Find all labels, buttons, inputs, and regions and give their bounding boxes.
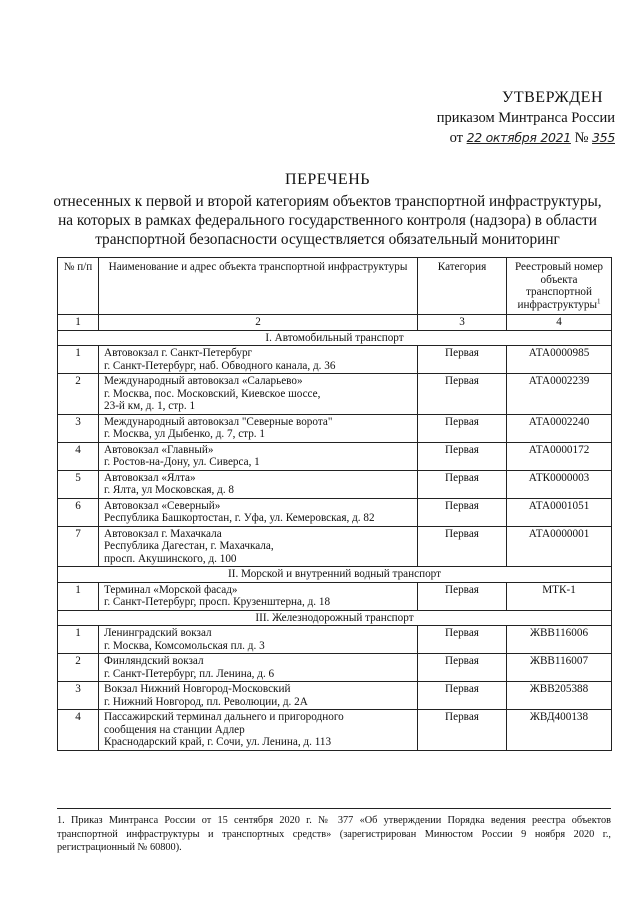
object-cell [99,470,418,498]
table-row [58,498,612,526]
footnote-marker: 1. [57,815,65,826]
object-registry-number: АТК0000003 [507,470,612,498]
object-category: Первая [418,710,507,751]
table-row [58,626,612,654]
table-row [58,582,612,610]
object-name: Международный автовокзал «Саларьево» [104,375,303,387]
object-registry-number: АТА0000985 [507,346,612,374]
document-subtitle-line-3: транспортной безопасности осуществляется обязательный мониторинг [95,231,560,248]
object-cell [99,374,418,415]
object-cell [99,654,418,682]
section-title: II. Морской и внутренний водный транспорт [58,567,612,583]
row-number: 2 [58,654,99,682]
row-number: 1 [58,582,99,610]
table-body [58,330,612,750]
approval-by: приказом Минтранса России [436,110,615,126]
object-address-line: г. Ялта, ул Московская, д. 8 [104,484,235,496]
object-name: Финляндский вокзал [104,655,204,667]
row-number: 3 [58,414,99,442]
footnote-text: Приказ Минтранса России от 15 сентября 2020 г. № 377 «Об утверждении Порядка ведения реестра объектов транспортной инфраструктуры и транспортных средств» (зарегистрирован Минюстом России 9 ноября 2020 г., регистрационный № 60800). [57,815,611,853]
column-number: 3 [418,315,507,331]
object-category: Первая [418,374,507,415]
object-address-line: г. Санкт-Петербург, пл. Ленина, д. 6 [104,667,275,680]
object-cell [99,346,418,374]
object-name: Вокзал Нижний Новгород-Московский [104,683,291,695]
object-address-line: г. Москва, пос. Московский, Киевское шоссе, [104,387,321,400]
object-registry-number: МТК-1 [507,582,612,610]
column-number: 2 [99,315,418,331]
document-heading [40,170,615,249]
row-number: 7 [58,526,99,567]
object-address-line: г. Москва, Комсомольская пл. д. 3 [104,639,265,652]
objects-table [57,257,612,751]
object-cell [99,498,418,526]
object-address-line: Краснодарский край, г. Сочи, ул. Ленина, д. 113 [104,736,332,748]
object-name: Автовокзал г. Санкт-Петербург [104,347,253,359]
object-name: Терминал «Морской фасад» [104,583,238,596]
object-registry-number: ЖВВ116007 [507,654,612,682]
table-row [58,442,612,470]
row-number: 1 [58,346,99,374]
object-cell [99,582,418,610]
header-num: № п/п [58,258,99,315]
table-row [58,682,612,710]
object-category: Первая [418,626,507,654]
column-number-row [58,315,612,331]
object-category: Первая [418,526,507,567]
table-row [58,470,612,498]
object-registry-number: АТА0002239 [507,374,612,415]
object-address-line: г. Санкт-Петербург, наб. Обводного канала, д. 36 [104,359,336,372]
object-category: Первая [418,346,507,374]
table-row [58,346,612,374]
table-row [58,414,612,442]
approval-date-handwritten: 22 октября 2021 [466,130,571,145]
row-number: 4 [58,442,99,470]
table-row [58,654,612,682]
object-name: Автовокзал «Северный» [104,499,221,512]
object-registry-number: АТА0002240 [507,414,612,442]
section-title: I. Автомобильный транспорт [58,330,612,346]
object-category: Первая [418,498,507,526]
row-number: 1 [58,626,99,654]
section-title: III. Железнодорожный транспорт [58,610,612,626]
object-address-line: сообщения на станции Адлер [104,723,245,736]
object-category: Первая [418,414,507,442]
table-row [58,710,612,751]
row-number: 5 [58,470,99,498]
row-number: 4 [58,710,99,751]
object-name: Автовокзал «Главный» [104,443,214,456]
object-name: Пассажирский терминал дальнего и пригородного [104,711,344,723]
object-name: Автовокзал «Ялта» [104,471,196,484]
approval-date-line [410,128,615,148]
object-name: Ленинградский вокзал [104,627,212,639]
object-address-line: просп. Акушинского, д. 100 [104,552,237,565]
row-number: 3 [58,682,99,710]
object-address-line: 23-й км, д. 1, стр. 1 [104,400,196,412]
document-subtitle-line-1: отнесенных к первой и второй категориям объектов транспортной инфраструктуры, [53,193,602,210]
table-row [58,374,612,415]
approval-title: УТВЕРЖДЕН [502,89,603,106]
header-category: Категория [418,258,507,315]
object-category: Первая [418,654,507,682]
object-cell [99,626,418,654]
section-row [58,330,612,346]
row-number: 6 [58,498,99,526]
object-cell [99,682,418,710]
object-cell [99,710,418,751]
object-category: Первая [418,682,507,710]
row-number: 2 [58,374,99,415]
object-cell [99,442,418,470]
header-name: Наименование и адрес объекта транспортной инфраструктуры [99,258,418,315]
object-registry-number: АТА0000172 [507,442,612,470]
object-category: Первая [418,582,507,610]
approval-from-label: от [449,130,463,146]
header-registry-text: Реестровый номер объекта транспортной инфраструктуры [514,261,604,311]
object-name: Автовокзал г. Махачкала [104,527,222,540]
object-category: Первая [418,470,507,498]
object-cell [99,414,418,442]
object-address-line: г. Ростов-на-Дону, ул. Сиверса, 1 [104,456,260,468]
object-registry-number: АТА0001051 [507,498,612,526]
approval-block [410,88,615,148]
document-subtitle-line-2: на которых в рамках федерального государственного контроля (надзора) в области [58,212,597,229]
object-registry-number: ЖВВ205388 [507,682,612,710]
section-row [58,610,612,626]
column-number: 4 [507,315,612,331]
object-address-line: Республика Башкортостан, г. Уфа, ул. Кемеровская, д. 82 [104,512,375,524]
object-address-line: Республика Дагестан, г. Махачкала, [104,540,274,552]
object-registry-number: ЖВД400138 [507,710,612,751]
object-address-line: г. Нижний Новгород, пл. Революции, д. 2А [104,695,308,708]
section-row [58,567,612,583]
document-title: ПЕРЕЧЕНЬ [285,171,370,188]
header-registry [507,258,612,315]
object-address-line: г. Москва, ул Дыбенко, д. 7, стр. 1 [104,428,265,440]
object-name: Международный автовокзал "Северные ворота" [104,415,333,428]
approval-number-label: № [574,130,589,146]
object-address-line: г. Санкт-Петербург, просп. Крузенштерна, д. 18 [104,596,331,608]
object-category: Первая [418,442,507,470]
table-row [58,526,612,567]
footnote-ref: 1 [597,296,601,305]
object-cell [99,526,418,567]
approval-number-handwritten: 355 [592,130,615,145]
table-header-row [58,258,612,315]
column-number: 1 [58,315,99,331]
object-registry-number: ЖВВ116006 [507,626,612,654]
object-registry-number: АТА0000001 [507,526,612,567]
footnote [57,808,611,855]
